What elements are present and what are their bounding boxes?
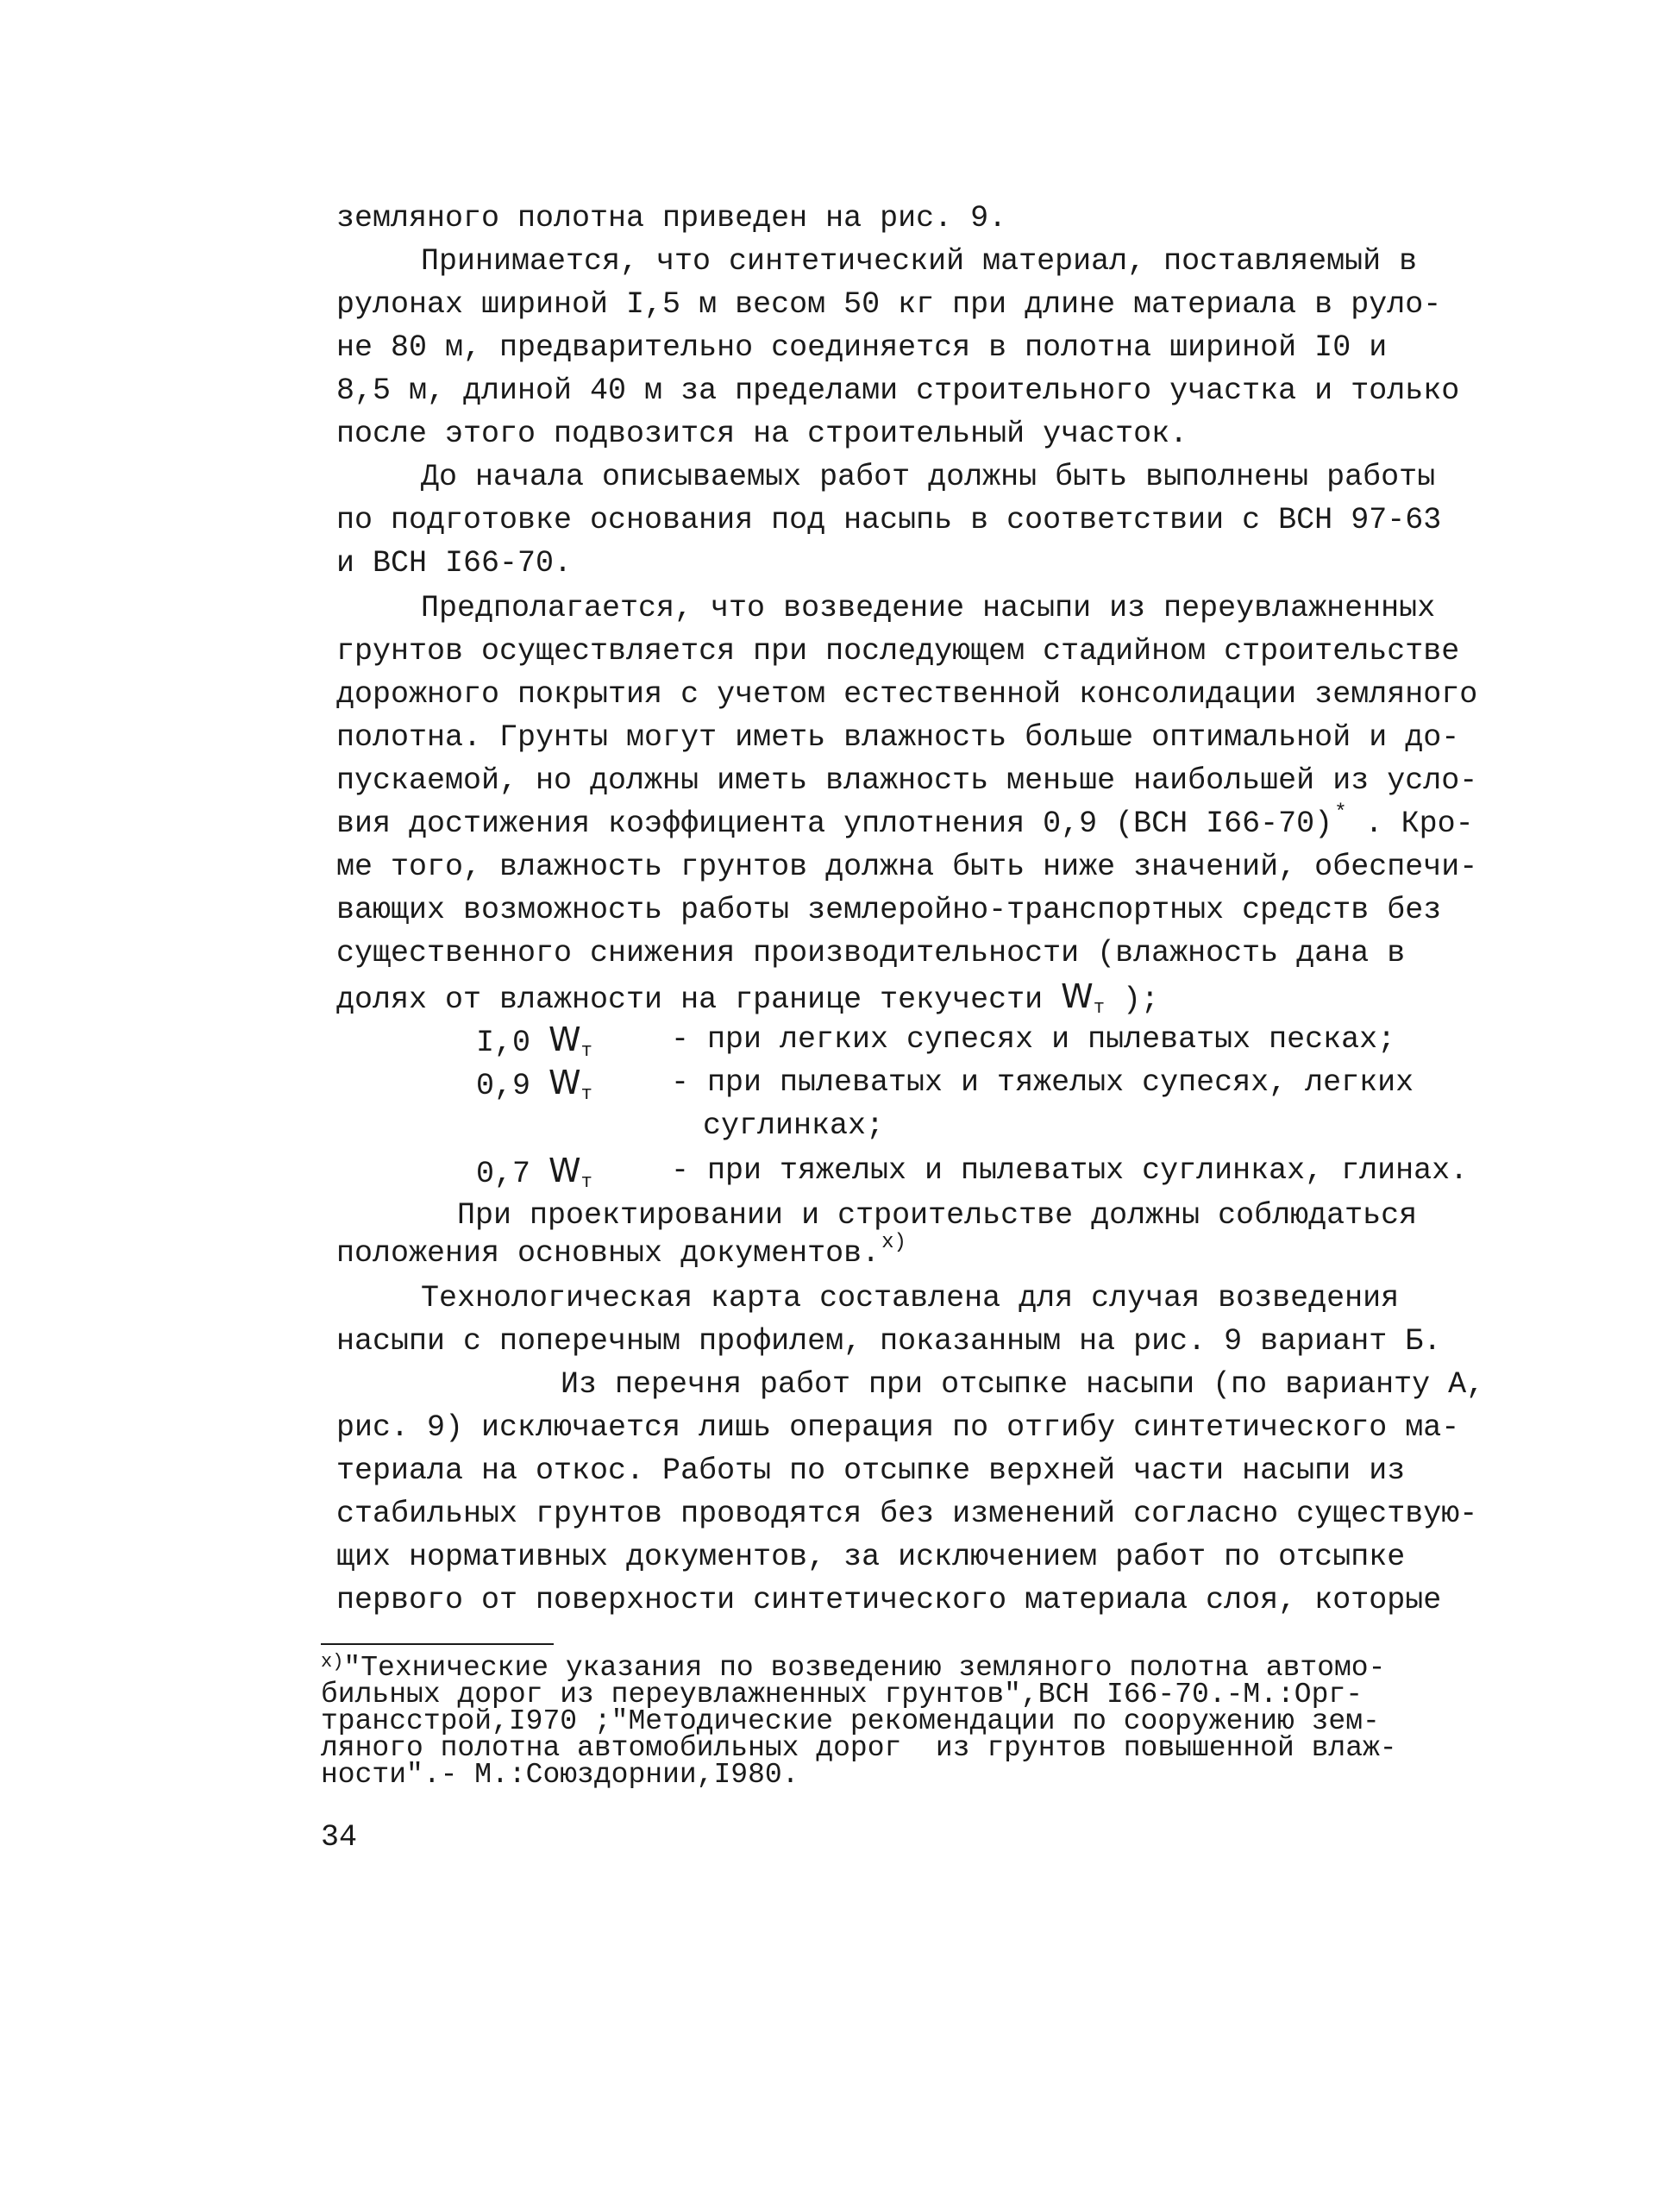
- paragraph-line: дорожного покрытия с учетом естественной консолидации земляного: [336, 677, 1478, 712]
- footnote-marker: х): [321, 1651, 344, 1673]
- paragraph-line: При проектировании и строительстве должны соблюдаться: [457, 1198, 1418, 1233]
- paragraph-line: До начала описываемых работ должны быть выполнены работы: [421, 460, 1436, 494]
- symbol-subscript: т: [580, 1083, 592, 1105]
- list-value: I,0 Wт: [476, 1020, 592, 1062]
- footnote-marker: *: [1334, 801, 1347, 825]
- list-value: 0,9 Wт: [476, 1064, 592, 1105]
- paragraph-line: первого от поверхности синтетического материала слоя, которые: [336, 1583, 1442, 1617]
- paragraph-line: Принимается, что синтетический материал, поставляемый в: [421, 244, 1418, 279]
- paragraph-line: стабильных грунтов проводятся без изменений согласно существую-: [336, 1497, 1478, 1531]
- paragraph-line: и ВСН I66-70.: [336, 546, 573, 581]
- paragraph-line: щих нормативных документов, за исключением работ по отсыпке: [336, 1540, 1406, 1574]
- footnote-line: трансстрой,I970 ;"Методические рекомендации по сооружению зем-: [321, 1705, 1380, 1737]
- paragraph-line: пускаемой, но должны иметь влажность меньше наибольшей из усло-: [336, 763, 1478, 798]
- symbol-w: W: [549, 1064, 581, 1102]
- page-number: 34: [321, 1820, 358, 1855]
- symbol-w: W: [549, 1152, 581, 1190]
- symbol-subscript: т: [580, 1040, 592, 1062]
- footnote-marker: х): [881, 1231, 906, 1254]
- symbol-w: W: [549, 1020, 581, 1058]
- list-text-continuation: суглинках;: [703, 1108, 885, 1143]
- symbol-subscript: т: [1093, 997, 1105, 1019]
- symbol-w: W: [1061, 977, 1094, 1015]
- paragraph-line: [336, 802, 1474, 849]
- paragraph-line: после этого подвозится на строительный участок.: [336, 417, 1188, 451]
- paragraph-line: Предполагается, что возведение насыпи из переувлажненных: [421, 591, 1436, 625]
- paragraph-line: полотна. Грунты могут иметь влажность больше оптимальной и до-: [336, 720, 1460, 755]
- paragraph-line: [336, 1232, 906, 1278]
- list-text: - при пылеватых и тяжелых супесях, легких: [671, 1065, 1414, 1100]
- text-fragment: );: [1104, 982, 1159, 1017]
- footnote-line: ности".- М.:Союздорнии,I980.: [321, 1759, 799, 1791]
- text-fragment: . Кро-: [1346, 807, 1474, 841]
- paragraph-line: Технологическая карта составлена для случая возведения: [421, 1281, 1400, 1315]
- text-fragment: положения основных документов.: [336, 1236, 881, 1271]
- footnote-line: ляного полотна автомобильных дорог из грунтов повышенной влаж-: [321, 1732, 1397, 1764]
- paragraph-line: земляного полотна приведен на рис. 9.: [336, 201, 1007, 235]
- paragraph-line: териала на откос. Работы по отсыпке верхней части насыпи из: [336, 1453, 1406, 1488]
- list-text: - при легких супесях и пылеватых песках;: [671, 1022, 1396, 1057]
- paragraph-line: ме того, влажность грунтов должна быть ниже значений, обеспечи-: [336, 850, 1478, 884]
- list-value: 0,7 Wт: [476, 1152, 592, 1193]
- paragraph-line: не 80 м, предварительно соединяется в полотна шириной I0 и: [336, 330, 1388, 365]
- footnote-line: бильных дорог из переувлажненных грунтов",ВСН I66-70.-М.:Орг-: [321, 1679, 1363, 1711]
- paragraph-line: рулонах шириной I,5 м весом 50 кг при длине материала в руло-: [336, 287, 1442, 322]
- symbol-subscript: т: [580, 1171, 592, 1193]
- paragraph-line: Из перечня работ при отсыпке насыпи (по варианту А,: [561, 1367, 1485, 1402]
- footnote-divider: [321, 1643, 554, 1645]
- paragraph-line: вающих возможность работы землеройно-транспортных средств без: [336, 893, 1442, 927]
- paragraph-line: грунтов осуществляется при последующем стадийном строительстве: [336, 634, 1460, 669]
- paragraph-line: по подготовке основания под насыпь в соответствии с ВСН 97-63: [336, 503, 1442, 537]
- paragraph-line: рис. 9) исключается лишь операция по отгибу синтетического ма-: [336, 1410, 1460, 1445]
- footnote-line: $^{х)}$"Технические указания по возведению земляного полотна автомо-: [321, 1651, 1386, 1684]
- paragraph-line: 8,5 м, длиной 40 м за пределами строительного участка и только: [336, 374, 1460, 408]
- list-text: - при тяжелых и пылеватых суглинках, глинах.: [671, 1153, 1469, 1188]
- paragraph-line: существенного снижения производительности (влажность дана в: [336, 936, 1406, 970]
- text-fragment: вия достижения коэффициента уплотнения 0,9 (ВСН I66-70): [336, 807, 1333, 841]
- text-fragment: долях от влажности на границе текучести: [336, 982, 1062, 1017]
- paragraph-line: насыпи с поперечным профилем, показанным на рис. 9 вариант Б.: [336, 1324, 1442, 1359]
